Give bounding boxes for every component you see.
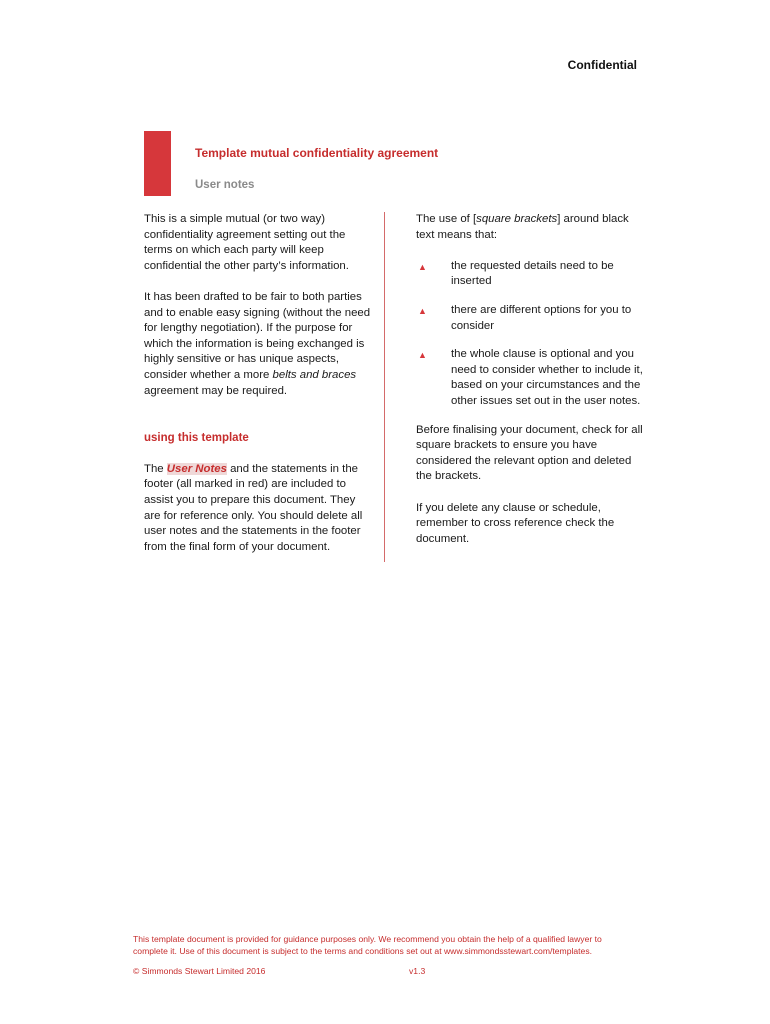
square-brackets-emphasis: square brackets [476, 213, 558, 225]
column-divider [384, 212, 385, 562]
triangle-bullet-icon: ▲ [418, 261, 427, 272]
list-item [416, 259, 648, 290]
user-notes-text-start: The [144, 462, 167, 475]
brackets-text-end: ] around black text means that: [416, 213, 629, 241]
triangle-bullet-icon: ▲ [418, 350, 427, 361]
document-subtitle: User notes [195, 179, 255, 191]
list-item [416, 303, 648, 334]
drafting-text-start: It has been drafted to be fair to both parties and to enable easy signing (without the need for lengthy negotiation). If the purpose for which the information is being exchanged is highly sensitive or has unique aspects, consider whether a more [144, 290, 371, 381]
triangle-bullet-icon: ▲ [418, 305, 427, 316]
list-item-text: the whole clause is optional and you need to consider whether to include it, based on your circumstances and the other issues set out in the user notes. [451, 348, 643, 407]
cross-reference-paragraph: If you delete any clause or schedule, remember to cross reference check the document. [416, 501, 615, 545]
brackets-text-start: The use of [ [416, 213, 477, 225]
user-notes-text-end: and the statements in the footer (all marked in red) are included to assist you to prepare this document. They are for reference only. You should delete all user notes and the statements in the footer from the final form of your document. [144, 462, 363, 553]
confidential-label: Confidential [567, 58, 637, 72]
document-title: Template mutual confidentiality agreement [195, 146, 439, 160]
footer-disclaimer: This template document is provided for guidance purposes only. We recommend you obtain the help of a qualified lawyer to complete it. Use of this document is subject to the terms and conditions set out at www.simmondsstewart.com/templates. [133, 934, 602, 956]
left-column [144, 212, 372, 571]
red-accent-bar [144, 131, 171, 196]
user-notes-paragraph [144, 462, 372, 556]
drafting-text-end: agreement may be required. [144, 384, 288, 397]
belts-and-braces-emphasis: belts and braces [272, 368, 357, 381]
user-notes-tag: User Notes [166, 462, 227, 475]
right-column [416, 212, 648, 563]
list-item-text: the requested details need to be inserted [451, 259, 614, 288]
using-template-heading: using this template [144, 432, 249, 445]
drafting-paragraph [144, 290, 372, 399]
list-item [416, 347, 648, 409]
intro-paragraph: This is a simple mutual (or two way) confidentiality agreement setting out the terms on which each party will keep confidential the other party’s information. [144, 213, 349, 272]
list-item-text: there are different options for you to consider [451, 303, 632, 332]
footer-version: v1.3 [409, 966, 426, 976]
square-brackets-paragraph [416, 212, 648, 243]
footer-copyright: © Simmonds Stewart Limited 2016 [133, 966, 266, 976]
bracket-meaning-list [416, 259, 648, 410]
finalising-paragraph: Before finalising your document, check for all square brackets to ensure you have considered the relevant option and deleted the brackets. [416, 423, 643, 483]
